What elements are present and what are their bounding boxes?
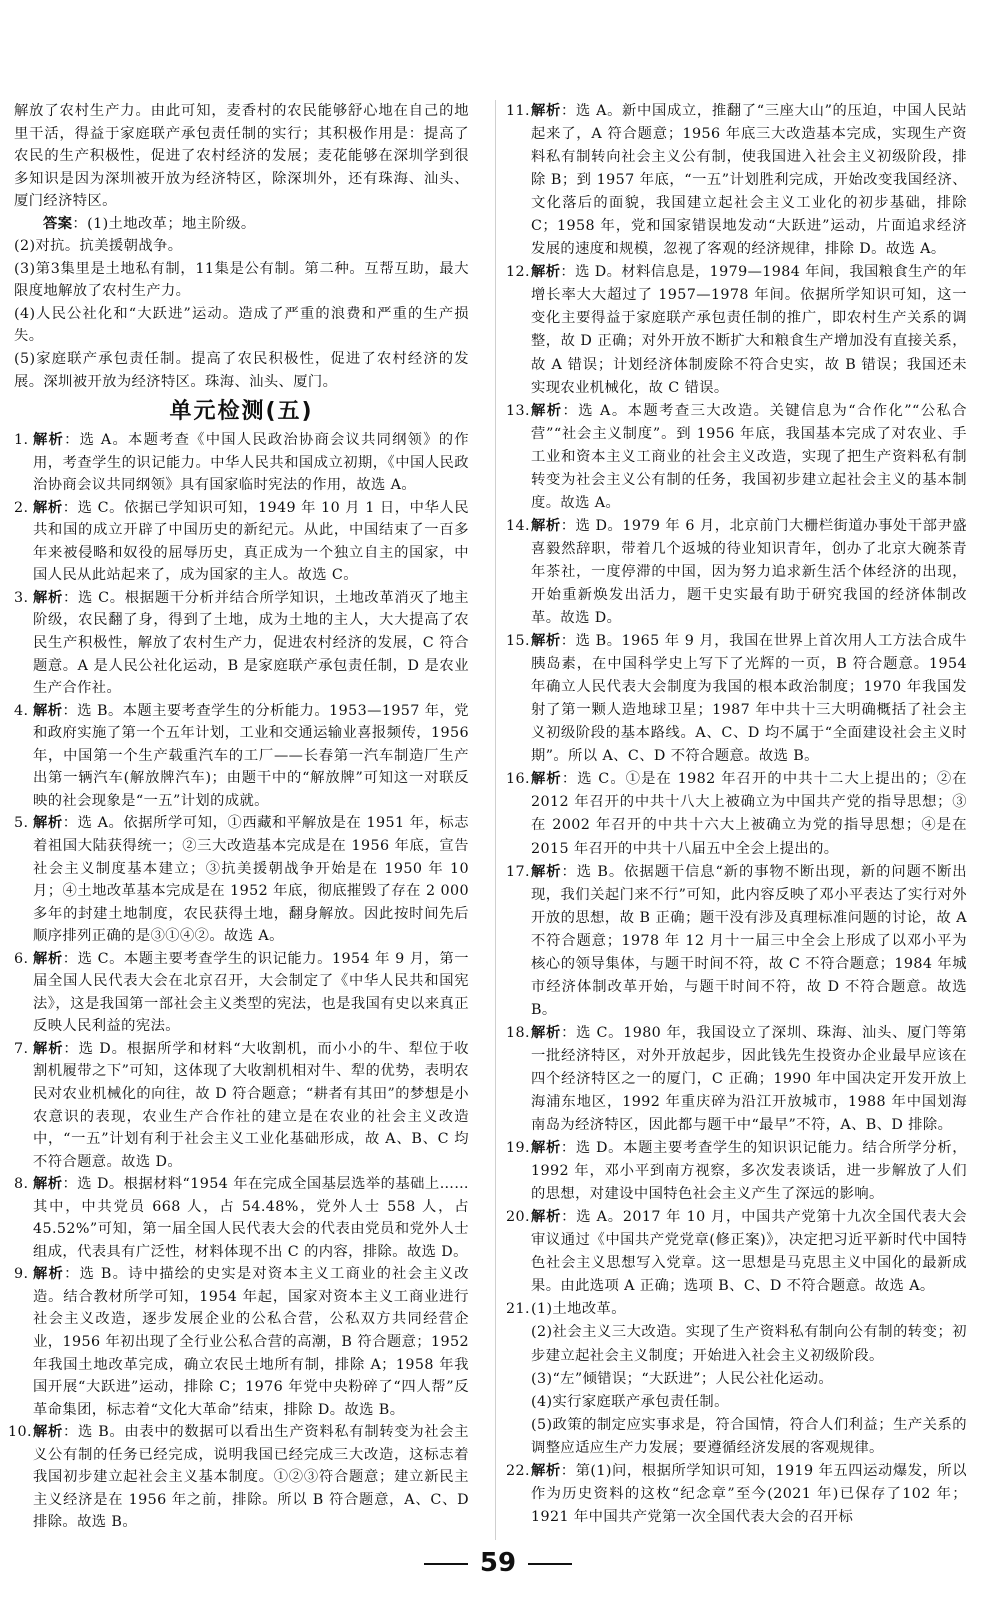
question-item [506, 400, 967, 515]
item-number: 20. [506, 1209, 530, 1226]
item-text: ：选 A。本题考查《中国人民政治协商会议共同纲领》的作用，考查学生的识记能力。中华人民共和国成立初期，《中国人民政治协商会议共同纲领》具有国家临时宪法的作用，故选 A。 [33, 432, 469, 494]
analysis-label: 解析 [531, 863, 562, 880]
item-text: ：选 C。本题主要考查学生的识记能力。1954 年 9 月，第一届全国人民代表大会在北京召开，大会制定了《中华人民共和国宪法》，这是我国第一部社会主义类型的宪法，也是我国有史以来真正反映人民利益的宪法。 [33, 950, 469, 1035]
analysis-label: 解析 [531, 1462, 561, 1479]
item-text: ：选 A。新中国成立，推翻了“三座大山”的压迫，中国人民站起来了，A 符合题意；1956 年底三大改造基本完成，实现生产资料私有制转向社会主义公有制，使我国进入社会主义初级阶段，排除 B；到 1957 年底，“一五”计划胜利完成，开始改变我国经济、文化落后的面貌，我国建立起社会主义工业化的初步基础，排除 C；1958 年，党和国家错误地发动“大跃进”运动，片面追求经济发展的速度和规模，忽视了客观的经济规律，排除 D。故选 A。 [531, 103, 967, 258]
page-number-dash [528, 1563, 572, 1565]
question-item [14, 1263, 469, 1421]
question-item [506, 1206, 967, 1298]
analysis-label: 解析 [531, 1140, 561, 1157]
analysis-label: 解析 [33, 432, 65, 449]
question-item [506, 1137, 967, 1206]
item-number: 4. [14, 702, 29, 719]
item-text: ：选 D。根据所学和材料“大收割机，而小小的牛、犁位于收割机履带之下”可知，这体现了大收割机相对牛、犁的优势，表明农民对农业机械化的向往，故 D 符合题意；“耕者有其田”的梦想是小农意识的表现，农业生产合作社的建立是在农业的社会主义改造中，“一五”计划有利于社会主义工业化基础形成，故 A、B、C 均不符合题意。故选 D。 [33, 1040, 469, 1170]
left-column [8, 100, 469, 1534]
item-text: ：选 D。1979 年 6 月，北京前门大栅栏街道办事处干部尹盛喜毅然辞职，带着几个返城的待业知识青年，创办了北京大碗茶青年茶社，一度停滞的中国，因为努力追求新生活个体经济的出现，开始重新焕发出活力，题干史实最有助于研究我国的经济体制改革。故选 D。 [531, 517, 967, 627]
item21-line: (4)实行家庭联产承包责任制。 [531, 1393, 729, 1410]
page-number [0, 1543, 996, 1583]
question-item [14, 948, 469, 1038]
question-item [506, 861, 967, 1022]
item21-sub [512, 1414, 967, 1460]
item21-line: (2)社会主义三大改造。实现了生产资料私有制向公有制的转变；初步建立起社会主义制度；开始进入社会主义初级阶段。 [531, 1324, 967, 1364]
analysis-label: 解析 [33, 1176, 63, 1193]
analysis-label: 解析 [33, 950, 63, 967]
question-item [506, 1298, 967, 1321]
item-number: 13. [506, 402, 530, 419]
answer-block [14, 213, 469, 236]
item-number: 15. [506, 633, 530, 650]
item-text: ：选 C。依据已学知识可知，1949 年 10 月 1 日，中华人民共和国的成立开辟了中国历史的新纪元。从此，中国结束了一百多年来被侵略和奴役的屈辱历史，真正成为一个独立自主的国家，中国人民从此站起来了，成为国家的主人。故选 C。 [33, 499, 469, 584]
analysis-label: 解析 [33, 499, 63, 516]
answer-line: (4)人民公社化和“大跃进”运动。造成了严重的浪费和严重的生产损失。 [14, 305, 469, 345]
question-item [506, 261, 967, 399]
question-item [14, 1038, 469, 1173]
question-item [8, 1421, 469, 1534]
question-item [506, 630, 967, 768]
item21-sub [512, 1391, 967, 1414]
item-text: ：选 D。材料信息是，1979—1984 年间，我国粮食生产的年增长率大大超过了 1957—1978 年间。依据所学知识可知，这一变化主要得益于家庭联产承包责任制的推广，即农村生产关系的调整，故 D 正确；对外开放不断扩大和粮食生产增加没有直接关系，故 A 错误；计划经济体制废除不符合史实，故 B 错误；我国还未实现农业机械化，故 C 错误。 [531, 264, 967, 396]
analysis-label: 解析 [531, 771, 562, 788]
column-divider [495, 100, 496, 1540]
item-text: ：选 A。依据所学可知，①西藏和平解放是在 1951 年，标志着祖国大陆获得统一；②三大改造基本完成是在 1956 年底，宣告社会主义制度基本建立；③抗美援朝战争开始是在 1950 年 10 月；④土地改革基本完成是在 1952 年底，彻底摧毁了存在 2 000 多年的封建土地制度，农民获得土地，翻身解放。因此按时间先后顺序排列正确的是③①④②。故选 A。 [33, 815, 469, 945]
item-number: 1. [14, 432, 29, 449]
analysis-label: 解析 [33, 1040, 64, 1057]
question-item [14, 587, 469, 700]
item-text: ：第(1)问，根据所学知识可知，1919 年五四运动爆发，所以作为历史资料的这枚“纪念章”至今(2021 年)已保存了102 年；1921 年中国共产党第一次全国代表大会的召开标 [531, 1462, 967, 1525]
item-text: ：选 C。根据题干分析并结合所学知识，土地改革消灭了地主阶级，农民翻了身，得到了土地，成为土地的主人，大大提高了农民生产积极性，解放了农村生产力，促进农村经济的发展，C 符合题意。A 是人民公社化运动，B 是家庭联产承包责任制，D 是农业生产合作社。 [33, 589, 469, 697]
analysis-label: 解析 [33, 815, 63, 832]
item-text: ：选 B。诗中描绘的史实是对资本主义工商业的社会主义改造。结合教材所学可知，1954 年起，国家对资本主义工商业进行社会主义改造，逐步发展企业的公私合营，公私双方共同经营企业，1956 年初出现了全行业公私合营的高潮，B 符合题意；1952 年我国土地改革完成，确立农民土地所有制，排除 A；1958 年我国开展“大跃进”运动，排除 C；1976 年党中央粉碎了“四人帮”反革命集团，标志着“文化大革命”结束，排除 D。故选 B。 [33, 1266, 469, 1418]
item21-sub [512, 1368, 967, 1391]
answer-line: (5)家庭联产承包责任制。提高了农民积极性，促进了农村经济的发展。深圳被开放为经济特区。珠海、汕头、厦门。 [14, 351, 469, 390]
item-number: 16. [506, 771, 530, 788]
question-item [506, 100, 967, 261]
item-number: 18. [506, 1024, 530, 1041]
section-title: 单元检测(五) [169, 399, 314, 425]
item21-line: (5)政策的制定应实事求是，符合国情，符合人们利益；生产关系的调整应适应生产力发展；要遵循经济发展的客观规律。 [531, 1416, 967, 1456]
item-text: ：选 A。本题考查三大改造。关键信息为“合作化”“公私合营”“社会主义制度”。到 1956 年底，我国基本完成了对农业、手工业和资本主义工商业的社会主义改造，实现了把生产资料私有制转变为社会主义公有制的任务，我国初步建立起社会主义的基本制度。故选 A。 [531, 402, 967, 511]
page-number-text: 59 [479, 1548, 517, 1578]
analysis-label: 解析 [33, 589, 63, 606]
item-number: 11. [506, 103, 530, 119]
item-text: ：选 C。①是在 1982 年召开的中共十二大上提出的；②在2012 年召开的中共十八大上被确立为中国共产党的指导思想；③在 2002 年召开的中共十六大上被确立为党的指导思想；④是在 2015 年召开的中共十八届五中全会上提出的。 [531, 771, 967, 857]
question-item [506, 515, 967, 630]
item-number: 8. [14, 1176, 29, 1193]
item-text: ：选 B。1965 年 9 月，我国在世界上首次用人工方法合成牛胰岛素，在中国科学史上写下了光辉的一页，B 符合题意。1954 年确立人民代表大会制度为我国的根本政治制度；1970 年我国发射了第一颗人造地球卫星；1987 年中共十三大明确概括了社会主义初级阶段的基本路线。A、C、D 均不属于“全面建设社会主义时期”。所以 A、C、D 不符合题意。故选 B。 [531, 633, 967, 765]
question-item [14, 429, 469, 497]
analysis-label: 解析 [531, 517, 561, 534]
question-item [14, 812, 469, 947]
item-text: ：选 B。依据题干信息“新的事物不断出现，新的问题不断出现，我们关起门来不行”可知，此内容反映了邓小平表达了实行对外开放的思想，故 B 正确；题干没有涉及真理标准问题的讨论，故 A 不符合题意；1978 年 12 月十一届三中全会上形成了以邓小平为核心的领导集体，与题干时间不符，故 C 不符合题意；1984 年城市经济体制改革开始，与题干时间不符，故 D 不符合题意。故选 B。 [531, 863, 967, 1018]
page-number-dash [424, 1563, 468, 1565]
continuation-text: 解放了农村生产力。由此可知，麦香村的农民能够舒心地在自己的地里干活，得益于家庭联产承包责任制的实行；其积极作用是：提高了农民的生产积极性，促进了农村经济的发展；麦花能够在深圳学到很多知识是因为深圳被开放为经济特区，除深圳外，还有珠海、汕头、厦门经济特区。 [14, 103, 469, 210]
analysis-label: 解析 [531, 402, 563, 419]
analysis-label: 解析 [531, 264, 561, 281]
analysis-label: 解析 [531, 103, 561, 119]
item-number: 2. [14, 499, 29, 516]
item-number: 19. [506, 1140, 530, 1157]
analysis-label: 解析 [33, 1266, 65, 1283]
item-number: 10. [8, 1424, 32, 1441]
analysis-label: 解析 [531, 1209, 562, 1226]
question-item [14, 700, 469, 813]
question-item [14, 497, 469, 587]
question-item [506, 1022, 967, 1137]
item-number: 12. [506, 264, 530, 281]
item-number: 6. [14, 950, 29, 967]
item-text: ：选 B。本题主要考查学生的分析能力。1953—1957 年，党和政府实施了第一个五年计划，工业和交通运输业喜报频传，1956 年，中国第一个生产载重汽车的工厂——长春第一汽车制造厂生产出第一辆汽车(解放牌汽车)；由题干中的“解放牌”可知这一对联反映的社会现象是“一五”计划的成就。 [33, 702, 469, 809]
item-number: 9. [14, 1266, 29, 1283]
question-item [506, 1460, 967, 1529]
item-number: 5. [14, 815, 29, 832]
item-number: 7. [14, 1040, 29, 1057]
question-item [506, 768, 967, 860]
item-number: 22. [506, 1462, 530, 1479]
item-number: 14. [506, 517, 530, 534]
item-number: 21. [506, 1301, 530, 1318]
analysis-label: 解析 [33, 702, 63, 719]
analysis-label: 解析 [33, 1424, 63, 1441]
item21-line: (1)土地改革。 [531, 1301, 626, 1318]
item-text: ：选 C。1980 年，我国设立了深圳、珠海、汕头、厦门等第一批经济特区，对外开放起步，因此钱先生投资办企业最早应该在四个经济特区之一的厦门，C 正确；1990 年中国决定开发开放上海浦东地区，1992 年重庆碎为沿江开放城市，1988 年中国划海南岛为经济特区，因此都与题干中“最早”不符，A、B、D 排除。 [531, 1024, 967, 1134]
item-number: 3. [14, 589, 29, 606]
answer-line: ：(1)土地改革；地主阶级。 [72, 215, 256, 232]
right-column [506, 100, 967, 1529]
item-text: ：选 A。2017 年 10 月，中国共产党第十九次全国代表大会审议通过《中国共产党党章(修正案)》，决定把习近平新时代中国特色社会主义思想写入党章。这一思想是马克思主义中国化的最新成果。由此选项 A 正确；选项 B、C、D 不符合题意。故选 A。 [531, 1209, 967, 1295]
answer-line: (3)第3集里是土地私有制，11集是公有制。第二种。互帮互助，最大限度地解放了农村生产力。 [14, 260, 469, 300]
item21-line: (3)“左”倾错误；“大跃进”；人民公社化运动。 [531, 1370, 834, 1387]
item-text: ：选 B。由表中的数据可以看出生产资料私有制转变为社会主义公有制的任务已经完成，说明我国已经完成三大改造，这标志着我国初步建立起社会主义基本制度。①②③符合题意；建立新民主主义经济是在 1956 年之前，排除。所以 B 符合题意，A、C、D 排除。故选 B。 [33, 1424, 469, 1531]
item21-sub [512, 1321, 967, 1367]
analysis-label: 解析 [531, 633, 561, 650]
item-number: 17. [506, 863, 530, 880]
answer-label: 答案 [43, 215, 73, 232]
item-text: ：选 D。根据材料“1954 年在完成全国基层选举的基础上……其中，中共党员 668 人，占 54.48%，党外人士 558 人，占 45.52%”可知，第一届全国人民代表大会的代表由党员和党外人士组成，代表具有广泛性，材料体现不出 C 的内容，排除。故选 D。 [33, 1176, 469, 1260]
item-text: ：选 D。本题主要考查学生的知识识记能力。结合所学分析，1992 年，邓小平到南方视察，多次发表谈话，进一步解放了人们的思想，对建设中国特色社会主义产生了深远的影响。 [531, 1140, 967, 1203]
analysis-label: 解析 [531, 1024, 562, 1041]
answer-line: (2)对抗。抗美援朝战争。 [14, 238, 183, 255]
question-item [14, 1173, 469, 1263]
